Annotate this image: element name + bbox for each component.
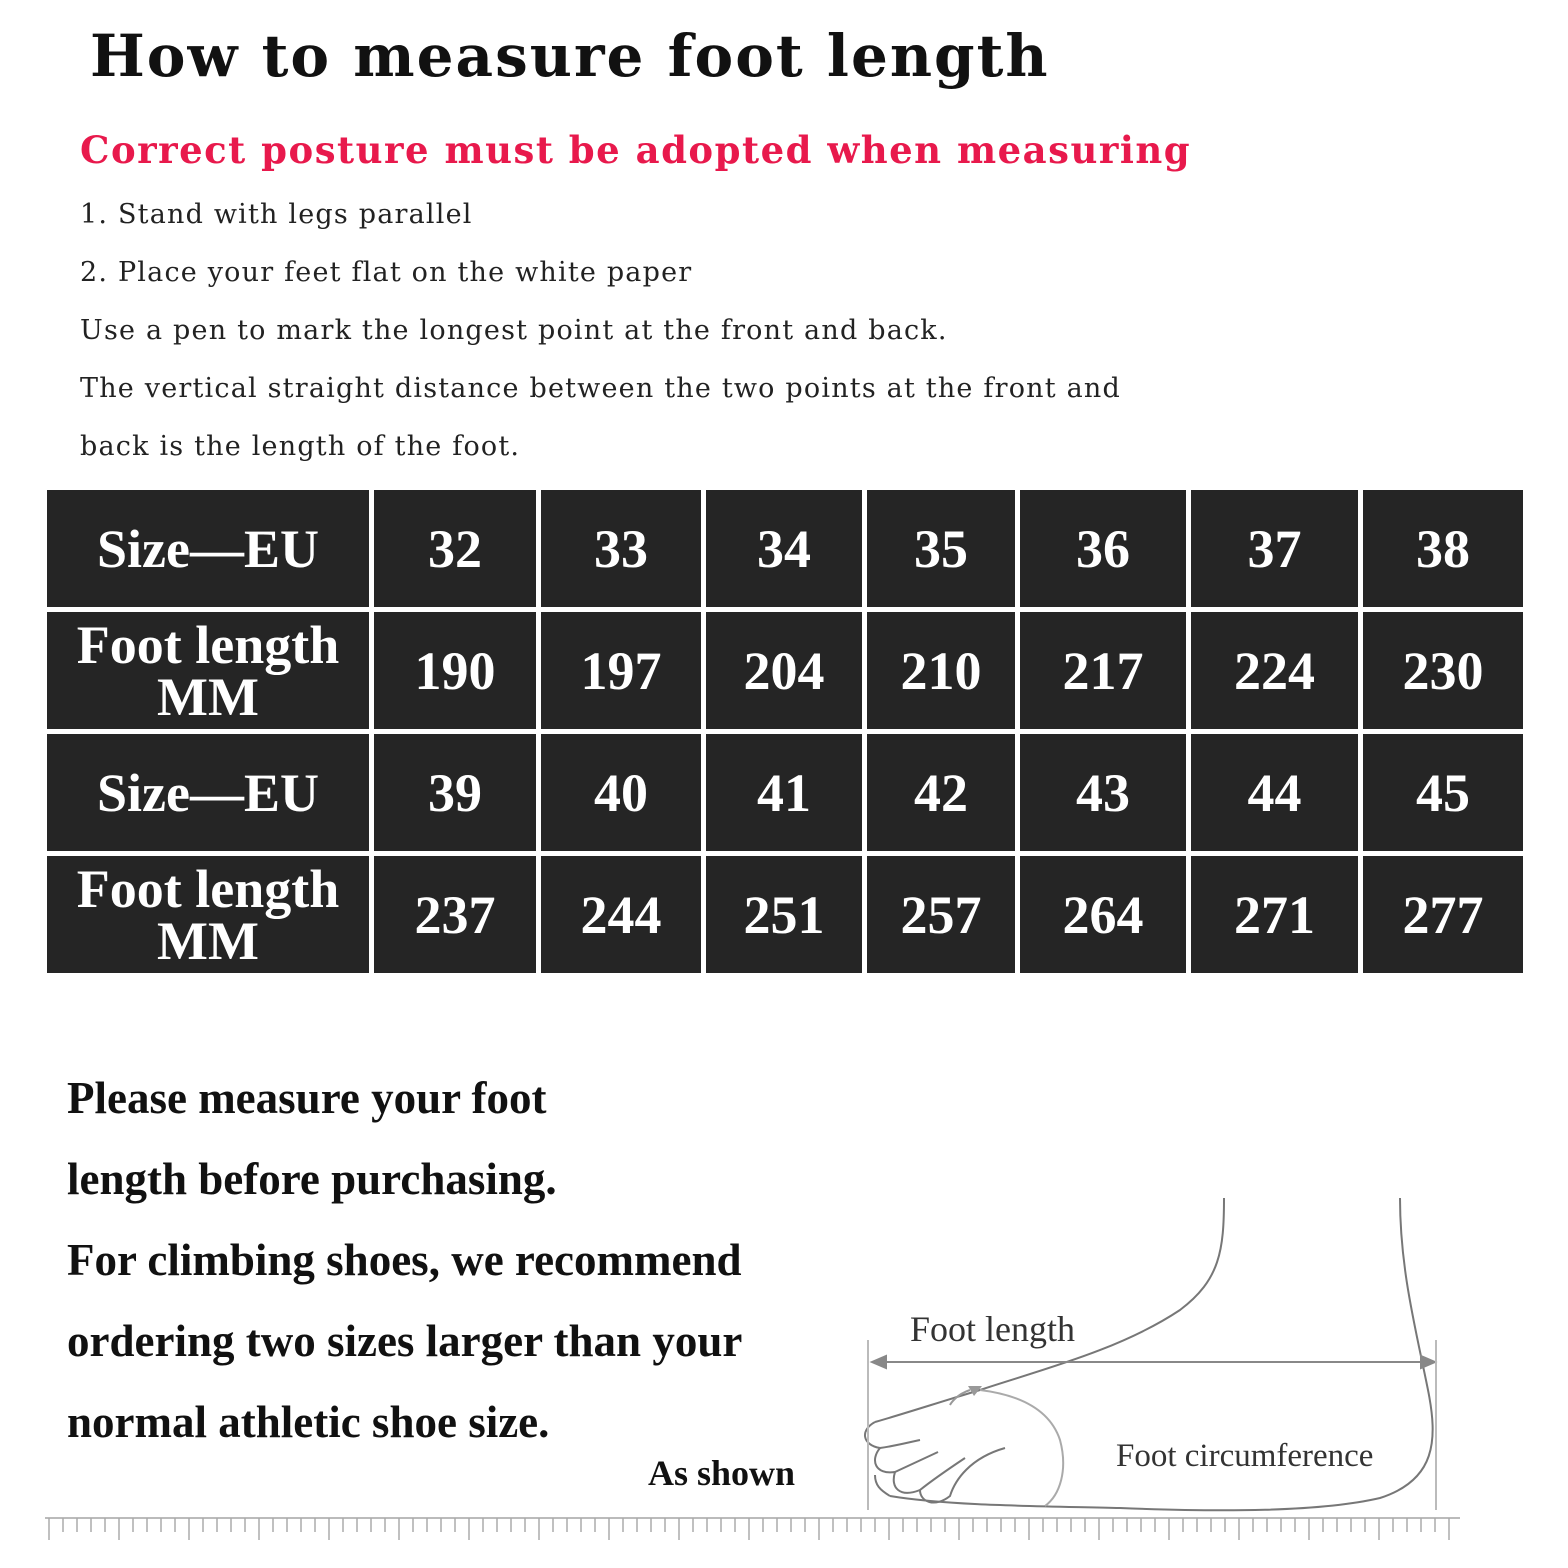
foot-outline-illustration [820,1190,1480,1530]
size-cell: 44 [1191,734,1358,851]
size-eu-header: Size—EU [47,734,369,851]
size-cell: 38 [1363,490,1523,607]
note-line: length before purchasing. [67,1154,557,1204]
foot-length-header [47,612,369,729]
table-row-size-eu-2 [47,734,1523,851]
table-row-size-eu-1 [47,490,1523,607]
table-row-foot-length-2 [47,856,1523,973]
foot-length-header [47,856,369,973]
as-shown-caption: As shown [648,1453,796,1493]
instruction-line: The vertical straight distance between the two points at the front and [80,373,1121,404]
note-line: ordering two sizes larger than your [67,1316,743,1366]
purchase-note [67,1060,742,1465]
length-cell: 237 [374,856,536,973]
size-cell: 45 [1363,734,1523,851]
length-cell: 244 [541,856,701,973]
foot-length-header-unit: MM [157,666,259,727]
size-cell: 40 [541,734,701,851]
note-line: For climbing shoes, we recommend [67,1235,742,1285]
table-row-foot-length-1 [47,612,1523,729]
page-title: How to measure foot length [90,22,1050,90]
length-cell: 210 [867,612,1015,729]
instruction-line: 2. Place your feet flat on the white paper [80,257,693,288]
foot-length-label: Foot length [910,1309,1076,1349]
size-cell: 36 [1020,490,1186,607]
foot-length-header-line1: Foot length [76,614,340,675]
size-cell: 39 [374,734,536,851]
size-cell: 37 [1191,490,1358,607]
size-cell: 41 [706,734,862,851]
foot-diagram [820,1190,1480,1530]
instruction-line: back is the length of the foot. [80,431,521,462]
foot-length-header-line1: Foot length [76,858,340,919]
size-cell: 34 [706,490,862,607]
length-cell: 190 [374,612,536,729]
size-chart-table [42,485,1528,978]
foot-circumference-label: Foot circumference [1116,1438,1374,1474]
posture-subtitle: Correct posture must be adopted when measuring [80,128,1192,172]
length-cell: 197 [541,612,701,729]
length-cell: 264 [1020,856,1186,973]
instruction-list [80,190,1121,480]
length-cell: 257 [867,856,1015,973]
size-cell: 35 [867,490,1015,607]
instruction-line: Use a pen to mark the longest point at the front and back. [80,315,948,346]
foot-length-header-unit: MM [157,910,259,971]
size-eu-header: Size—EU [47,490,369,607]
note-line: normal athletic shoe size. [67,1397,550,1447]
length-cell: 277 [1363,856,1523,973]
instruction-line: 1. Stand with legs parallel [80,199,473,230]
size-cell: 43 [1020,734,1186,851]
length-cell: 224 [1191,612,1358,729]
note-line: Please measure your foot [67,1073,547,1123]
size-cell: 42 [867,734,1015,851]
length-cell: 251 [706,856,862,973]
length-cell: 271 [1191,856,1358,973]
size-cell: 33 [541,490,701,607]
measuring-ruler [45,1506,1460,1542]
length-cell: 204 [706,612,862,729]
length-cell: 230 [1363,612,1523,729]
size-cell: 32 [374,490,536,607]
length-cell: 217 [1020,612,1186,729]
